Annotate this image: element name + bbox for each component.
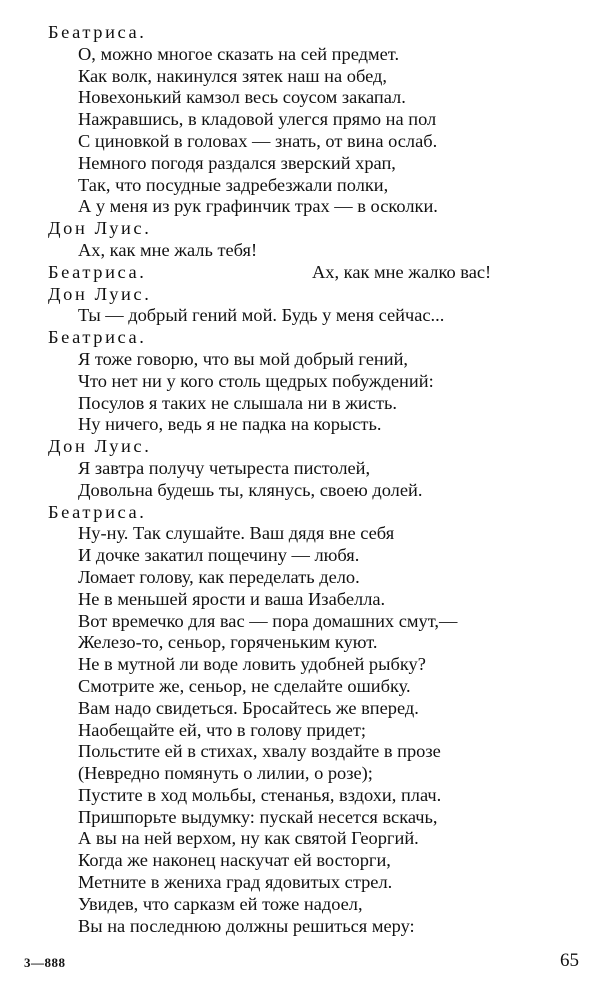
verse-line: Пришпорьте выдумку: пускай несется вскачь, [78,806,438,827]
verse-line: Вот времечко для вас — пора домашних смут,— [78,610,458,631]
speaker-name: Дон Луис. [48,218,152,239]
verse-line: Ну ничего, ведь я не падка на корысть. [78,414,382,435]
verse-line: А у меня из рук графинчик трах — в осколки. [78,196,438,217]
printer-signature: 3—888 [24,955,66,970]
verse-line: Новехонький камзол весь соусом закапал. [78,87,406,108]
speaker-name: Дон Луис. [48,436,152,457]
verse-line: О, можно многое сказать на сей предмет. [78,43,400,64]
speaker-name: Дон Луис. [48,283,152,304]
verse-line: Как волк, накинулся зятек наш на обед, [78,65,387,86]
verse-line: Смотрите же, сеньор, не сделайте ошибку. [78,675,411,696]
verse-line: Я тоже говорю, что вы мой добрый гений, [78,348,409,369]
speaker-name: Беатриса. [48,261,147,282]
verse-line: Ах, как мне жалко вас! [312,261,492,282]
verse-line: Вы на последнюю должны решиться меру: [78,915,415,936]
verse-line: Довольна будешь ты, клянусь, своею долей. [78,479,423,500]
verse-line: Нажравшись, в кладовой улегся прямо на пол [78,109,437,130]
verse-line: Ах, как мне жаль тебя! [78,239,258,260]
verse-line: Ну-ну. Так слушайте. Ваш дядя вне себя [78,523,395,544]
verse-line: Польстите ей в стихах, хвалу воздайте в прозе [78,741,441,762]
verse-line: Наобещайте ей, что в голову придет; [78,719,366,740]
verse-line: Вам надо свидеться. Бросайтесь же вперед. [78,697,419,718]
verse-line: Так, что посудные задребезжали полки, [78,174,389,195]
verse-line: Метните в жениха град ядовитых стрел. [78,872,393,893]
verse-line: Ломает голову, как переделать дело. [78,566,360,587]
verse-line: Ты — добрый гений мой. Будь у меня сейчас... [78,305,445,326]
play-text [48,22,548,937]
page-number: 65 [560,950,579,971]
verse-line: Когда же наконец наскучат ей восторги, [78,850,391,871]
split-line [48,262,548,284]
verse-line: Железо-то, сеньор, горяченьким куют. [78,632,378,653]
verse-line: Увидев, что сарказм ей тоже надоел, [78,893,363,914]
speaker-name: Беатриса. [48,22,147,42]
verse-line: Посулов я таких не слышала ни в жисть. [78,392,397,413]
verse-line: Немного погодя раздался зверский храп, [78,152,396,173]
speaker-name: Беатриса. [48,327,147,348]
verse-line: (Невредно помянуть о лилии, о розе); [78,763,373,784]
verse-line: А вы на ней верхом, ну как святой Георгий. [78,828,419,849]
verse-line: И дочке закатил пощечину — любя. [78,545,360,566]
verse-line: Что нет ни у кого столь щедрых побуждений: [78,370,434,391]
verse-line: Я завтра получу четыреста пистолей, [78,457,371,478]
verse-line: Пустите в ход мольбы, стенанья, вздохи, плач. [78,784,442,805]
speaker-name: Беатриса. [48,501,147,522]
verse-line: Не в меньшей ярости и ваша Изабелла. [78,588,386,609]
verse-line: Не в мутной ли воде ловить удобней рыбку? [78,654,426,675]
verse-line: С циновкой в головах — знать, от вина ослаб. [78,130,438,151]
